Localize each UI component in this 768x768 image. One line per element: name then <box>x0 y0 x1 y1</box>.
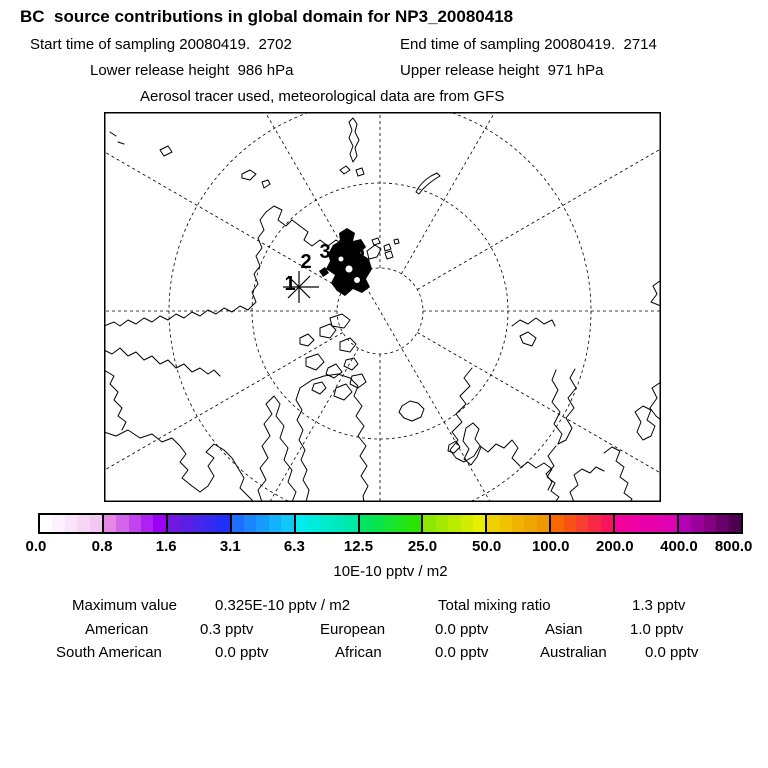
colorbar-tick: 3.1 <box>219 538 241 555</box>
colorbar-cell <box>652 515 664 532</box>
colorbar <box>38 513 743 534</box>
colorbar-cell <box>40 515 52 532</box>
coastline-baffin <box>258 396 296 502</box>
colorbar-cell <box>409 515 421 532</box>
coastline-canada-hudson <box>104 430 254 502</box>
lower-release-label: Lower release height 986 hPa <box>90 62 294 79</box>
trajectory-day-label: 5 <box>353 241 365 263</box>
page-title: BC source contributions in global domain for NP3_20080418 <box>20 7 514 26</box>
colorbar-cell <box>397 515 409 532</box>
colorbar-cell <box>487 515 499 532</box>
blob-hole <box>339 257 344 262</box>
colorbar-cell <box>448 515 460 532</box>
trajectory-day-label: 2 <box>300 251 312 273</box>
coastline-greenland-east <box>300 374 368 502</box>
coastlines <box>104 118 661 502</box>
polar-map <box>104 112 661 502</box>
colorbar-cell <box>512 515 524 532</box>
upper-release-label: Upper release height 971 hPa <box>400 62 604 79</box>
colorbar-cell <box>551 515 563 532</box>
coastline-black-sea <box>604 447 632 502</box>
trajectory-day-label: 4 <box>338 233 350 255</box>
colorbar-segment <box>230 515 294 532</box>
maximum-value: 0.325E-10 pptv / m2 <box>215 597 351 614</box>
colorbar-cell <box>729 515 741 532</box>
colorbar-tick: 0.8 <box>91 538 113 555</box>
colorbar-segment <box>485 515 549 532</box>
colorbar-tick: 200.0 <box>596 538 634 555</box>
colorbar-segment <box>166 515 230 532</box>
colorbar-cell <box>360 515 372 532</box>
arctic-archipelago <box>300 314 366 400</box>
end-time-label: End time of sampling 20080419. 2714 <box>400 36 657 53</box>
colorbar-cell <box>320 515 332 532</box>
region-american-label: American <box>85 621 149 638</box>
colorbar-cell <box>372 515 384 532</box>
coastline-novaya-zemlya <box>416 173 440 194</box>
colorbar-cell <box>141 515 153 532</box>
colorbar-segment <box>102 515 166 532</box>
region-south-american-value: 0.0 pptv <box>215 644 269 661</box>
coastline-iceland <box>399 401 424 421</box>
colorbar-cell <box>90 515 102 532</box>
colorbar-cell <box>524 515 536 532</box>
coastline-new-siberian-islands <box>110 132 270 188</box>
colorbar-cell <box>423 515 435 532</box>
colorbar-cell <box>679 515 691 532</box>
total-mixing-ratio-label: Total mixing ratio <box>438 597 551 614</box>
region-australian-value: 0.0 pptv <box>645 644 699 661</box>
colorbar-cell <box>576 515 588 532</box>
coastline-severnaya-zemlya <box>340 118 364 176</box>
colorbar-cell <box>193 515 205 532</box>
colorbar-cell <box>588 515 600 532</box>
colorbar-tick: 25.0 <box>407 538 438 555</box>
colorbar-cell <box>665 515 677 532</box>
colorbar-segment <box>421 515 485 532</box>
colorbar-cell <box>716 515 728 532</box>
colorbar-cell <box>217 515 229 532</box>
colorbar-tick: 12.5 <box>343 538 374 555</box>
coastline-siberia <box>104 206 350 326</box>
region-european-label: European <box>320 621 386 638</box>
colorbar-cell <box>104 515 116 532</box>
colorbar-cell <box>333 515 345 532</box>
blob-hole <box>354 277 360 283</box>
colorbar-segment <box>549 515 613 532</box>
colorbar-cell <box>500 515 512 532</box>
colorbar-cell <box>704 515 716 532</box>
colorbar-segment <box>358 515 422 532</box>
colorbar-unit-label: 10E-10 pptv / m2 <box>333 563 448 580</box>
colorbar-cell <box>461 515 473 532</box>
colorbar-cell <box>308 515 320 532</box>
region-african-value: 0.0 pptv <box>435 644 489 661</box>
colorbar-cell <box>269 515 281 532</box>
region-asian-value: 1.0 pptv <box>630 621 684 638</box>
region-european-value: 0.0 pptv <box>435 621 489 638</box>
colorbar-cell <box>65 515 77 532</box>
coastline-britain <box>448 423 481 465</box>
coastline-bering <box>104 370 126 430</box>
colorbar-cell <box>168 515 180 532</box>
coastline-right-edge <box>650 280 661 420</box>
colorbar-cell <box>640 515 652 532</box>
region-american-value: 0.3 pptv <box>200 621 254 638</box>
colorbar-cell <box>601 515 613 532</box>
colorbar-cell <box>153 515 165 532</box>
trajectory-day-label: 3 <box>319 241 331 263</box>
colorbar-tick: 400.0 <box>660 538 698 555</box>
colorbar-tick: 6.3 <box>283 538 305 555</box>
colorbar-cell <box>256 515 268 532</box>
colorbar-tick: 100.0 <box>531 538 570 555</box>
meridian-line <box>417 333 661 503</box>
coastline-europe <box>520 462 604 502</box>
meridian-line <box>180 348 359 502</box>
tracer-note-label: Aerosol tracer used, meteorological data are from GFS <box>140 88 505 105</box>
colorbar-cell <box>77 515 89 532</box>
region-asian-label: Asian <box>545 621 583 638</box>
colorbar-cell <box>180 515 192 532</box>
colorbar-cell <box>232 515 244 532</box>
graticule-grid <box>104 112 661 502</box>
meridian-line <box>402 112 581 274</box>
colorbar-segment <box>40 515 102 532</box>
trajectory-day-label: 1 <box>284 273 296 295</box>
colorbar-cell <box>281 515 293 532</box>
colorbar-cell <box>537 515 549 532</box>
total-mixing-ratio-value: 1.3 pptv <box>632 597 686 614</box>
colorbar-segment <box>294 515 358 532</box>
maximum-value-label: Maximum value <box>72 597 178 614</box>
colorbar-cell <box>345 515 357 532</box>
start-time-label: Start time of sampling 20080419. 2702 <box>30 36 292 53</box>
colorbar-cell <box>296 515 308 532</box>
colorbar-tick: 0.0 <box>25 538 47 555</box>
coastline-kola-whitesea <box>512 318 555 346</box>
colorbar-cell <box>244 515 256 532</box>
colorbar-tick-labels <box>25 538 753 556</box>
colorbar-cell <box>116 515 128 532</box>
colorbar-cell <box>52 515 64 532</box>
coastline-franz-josef <box>372 238 399 251</box>
coastline-scandinavia <box>450 368 520 466</box>
coastline-greenland-west <box>296 388 309 502</box>
meridian-line <box>417 112 661 290</box>
colorbar-tick: 800.0 <box>714 538 753 555</box>
colorbar-cell <box>384 515 396 532</box>
colorbar-cell <box>564 515 576 532</box>
region-south-american-label: South American <box>56 644 162 661</box>
colorbar-cell <box>615 515 627 532</box>
coastline-siberia-lower <box>104 348 220 376</box>
blob-hole <box>346 266 353 273</box>
colorbar-segment <box>613 515 677 532</box>
region-australian-label: Australian <box>540 644 607 661</box>
colorbar-cell <box>473 515 485 532</box>
colorbar-cell <box>436 515 448 532</box>
colorbar-tick: 50.0 <box>472 538 502 555</box>
map-frame-border <box>105 113 661 502</box>
colorbar-cell <box>628 515 640 532</box>
colorbar-segment <box>677 515 741 532</box>
colorbar-cell <box>129 515 141 532</box>
colorbar-cell <box>691 515 703 532</box>
colorbar-cell <box>205 515 217 532</box>
region-african-label: African <box>335 644 382 661</box>
colorbar-tick: 1.6 <box>155 538 177 555</box>
